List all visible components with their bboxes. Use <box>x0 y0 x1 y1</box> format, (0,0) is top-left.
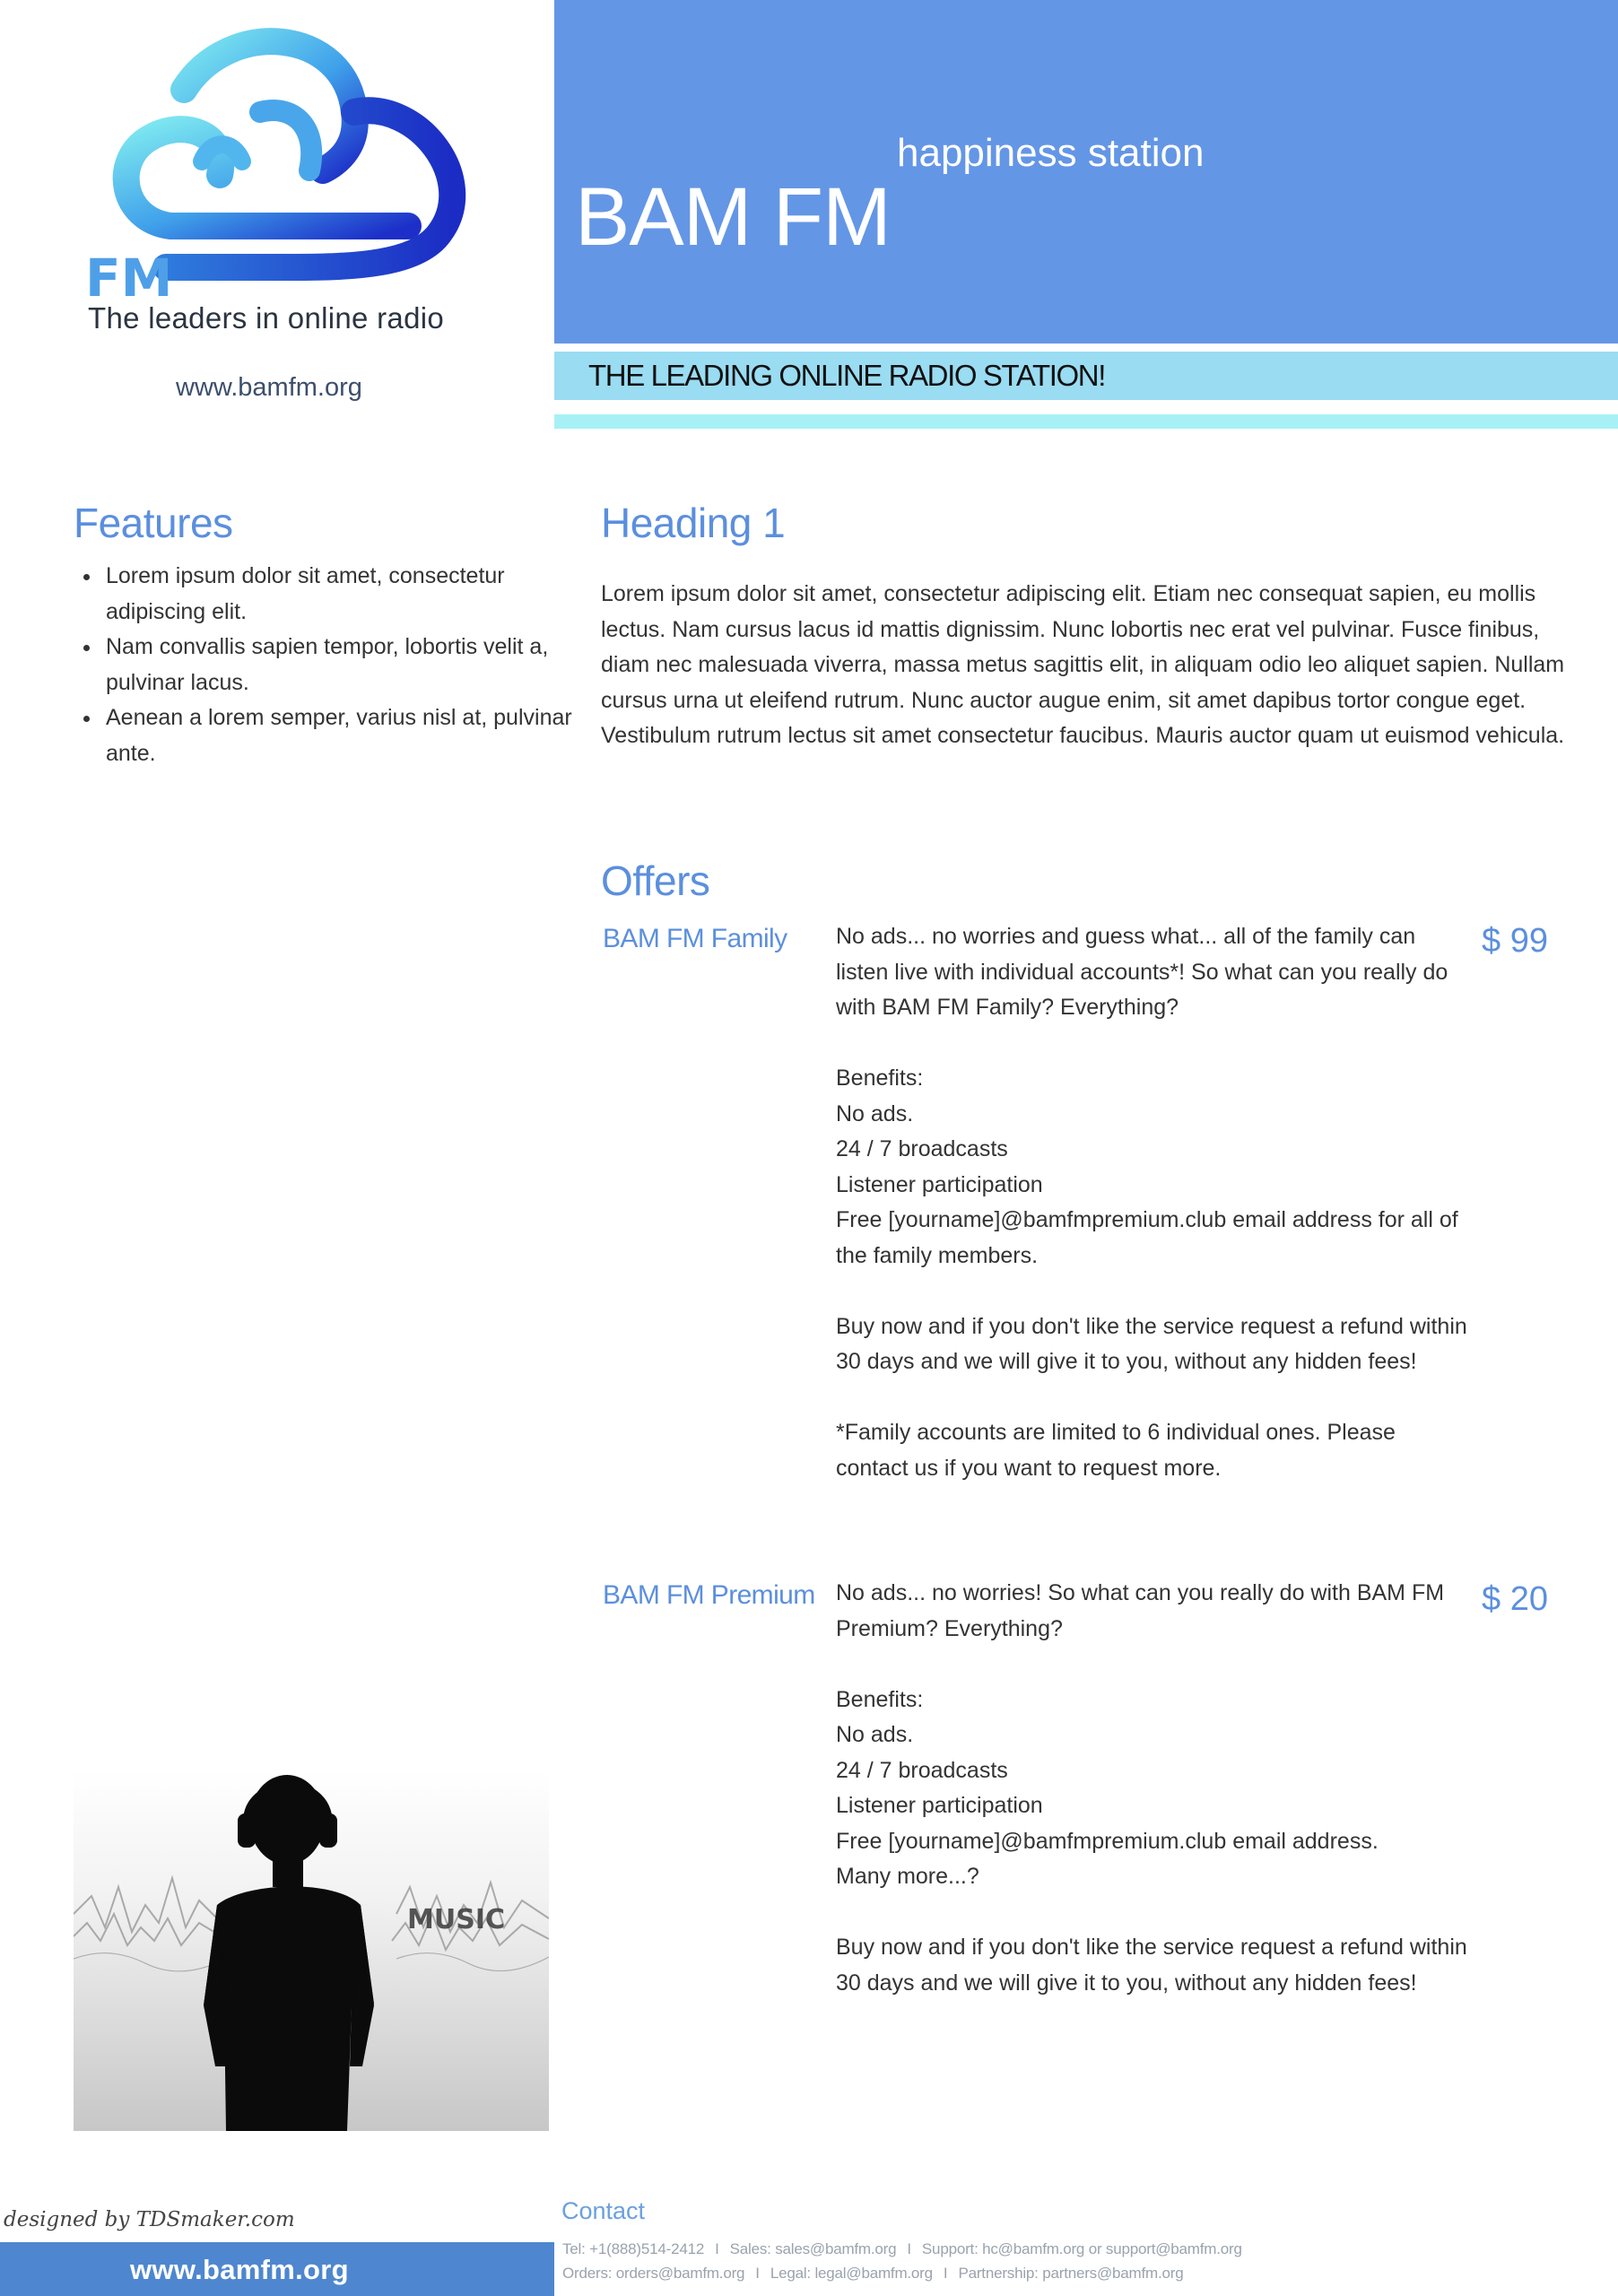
benefit-item: Listener participation <box>836 1171 1043 1197</box>
benefit-item: No ads. <box>836 1722 914 1747</box>
footer-url[interactable]: www.bamfm.org <box>130 2254 349 2285</box>
benefit-item: No ads. <box>836 1100 914 1126</box>
offer-note: *Family accounts are limited to 6 individual ones. Please contact us if you want to request more. <box>836 1420 1396 1481</box>
offer-premium-price: $ 20 <box>1482 1580 1548 1618</box>
benefit-item: Free [yourname]@bamfmpremium.club email address. <box>836 1828 1379 1854</box>
features-list-item: • Nam convallis sapien tempor, lobortis velit a, pulvinar lacus. <box>102 630 587 700</box>
offer-family-price: $ 99 <box>1482 922 1548 960</box>
listener-silhouette-image <box>74 1770 549 2131</box>
contact-separator: I <box>755 2265 760 2282</box>
benefit-item: 24 / 7 broadcasts <box>836 1757 1008 1783</box>
benefits-label: Benefits: <box>836 1686 924 1712</box>
offer-benefits <box>836 1683 1468 1895</box>
silhouette-graphic <box>74 1770 549 2131</box>
offer-intro: No ads... no worries and guess what... all of the family can listen live with individual accounts*! So what can you really do with BAM FM Family? Everything? <box>836 924 1448 1020</box>
logo-url[interactable]: www.bamfm.org <box>176 373 362 402</box>
offer-refund: Buy now and if you don't like the service request a refund within 30 days and we will give it to you, without any hidden fees! <box>836 1313 1467 1374</box>
features-list <box>77 559 587 771</box>
contact-orders[interactable]: Orders: orders@bamfm.org <box>562 2265 745 2282</box>
contact-support[interactable]: Support: hc@bamfm.org or support@bamfm.org <box>921 2240 1242 2257</box>
accent-strip <box>554 414 1618 429</box>
contact-line-2 <box>562 2265 1184 2283</box>
offers-heading: Offers <box>601 857 710 904</box>
features-list-item: • Lorem ipsum dolor sit amet, consectetur adipiscing elit. <box>102 559 587 630</box>
offer-premium-name: BAM FM Premium <box>603 1580 815 1610</box>
contact-sales[interactable]: Sales: sales@bamfm.org <box>729 2240 897 2257</box>
benefit-item: Listener participation <box>836 1793 1043 1818</box>
offer-family-description <box>836 919 1468 1486</box>
contact-separator: I <box>907 2240 911 2257</box>
music-overlay-text: MUSIC <box>407 1904 505 1935</box>
logo-tagline: The leaders in online radio <box>88 301 445 335</box>
contact-separator: I <box>943 2265 948 2282</box>
logo-fm-mark: FM <box>85 248 173 309</box>
header-tagline: THE LEADING ONLINE RADIO STATION! <box>588 359 1105 392</box>
offer-intro: No ads... no worries! So what can you really do with BAM FM Premium? Everything? <box>836 1580 1445 1641</box>
brand-title: BAM FM <box>575 171 891 263</box>
contact-line-1 <box>562 2240 1242 2258</box>
brand-subtitle: happiness station <box>897 131 1205 175</box>
contact-legal[interactable]: Legal: legal@bamfm.org <box>770 2265 933 2282</box>
features-list-item: • Aenean a lorem semper, varius nisl at, pulvinar ante. <box>102 700 587 771</box>
main-heading: Heading 1 <box>601 500 786 546</box>
contact-tel: Tel: +1(888)514-2412 <box>562 2240 705 2257</box>
contact-partnership[interactable]: Partnership: partners@bamfm.org <box>958 2265 1184 2282</box>
features-heading: Features <box>74 500 233 546</box>
contact-heading: Contact <box>561 2197 646 2224</box>
benefit-item: 24 / 7 broadcasts <box>836 1136 1008 1161</box>
offer-family-name: BAM FM Family <box>603 924 787 953</box>
benefit-item: Free [yourname]@bamfmpremium.club email address for all of the family members. <box>836 1207 1458 1268</box>
contact-separator: I <box>715 2240 719 2257</box>
offer-benefits <box>836 1061 1468 1274</box>
benefits-label: Benefits: <box>836 1065 924 1091</box>
offer-refund: Buy now and if you don't like the service request a refund within 30 days and we will give it to you, without any hidden fees! <box>836 1935 1467 1996</box>
main-paragraph: Lorem ipsum dolor sit amet, consectetur adipiscing elit. Etiam nec consequat sapien, eu mollis lectus. Nam cursus lacus id mattis dignissim. Nunc lobortis nec erat vel pulvinar. Fusce finibus, diam nec malesuada viverra, massa metus sagittis elit, in aliquam odio leo aliquet sapien. Nullam cursus urna ut eleifend rutrum. Nunc auctor augue enim, sit amet dapibus tortor congue eget. Vestibulum rutrum lectus sit amet consectetur faucibus. Mauris auctor quam ut euismod vehicula. <box>601 581 1565 748</box>
offer-premium-description <box>836 1576 1468 2001</box>
benefit-item: Many more...? <box>836 1864 979 1889</box>
designed-by-credit[interactable]: designed by TDSmaker.com <box>4 2208 295 2231</box>
